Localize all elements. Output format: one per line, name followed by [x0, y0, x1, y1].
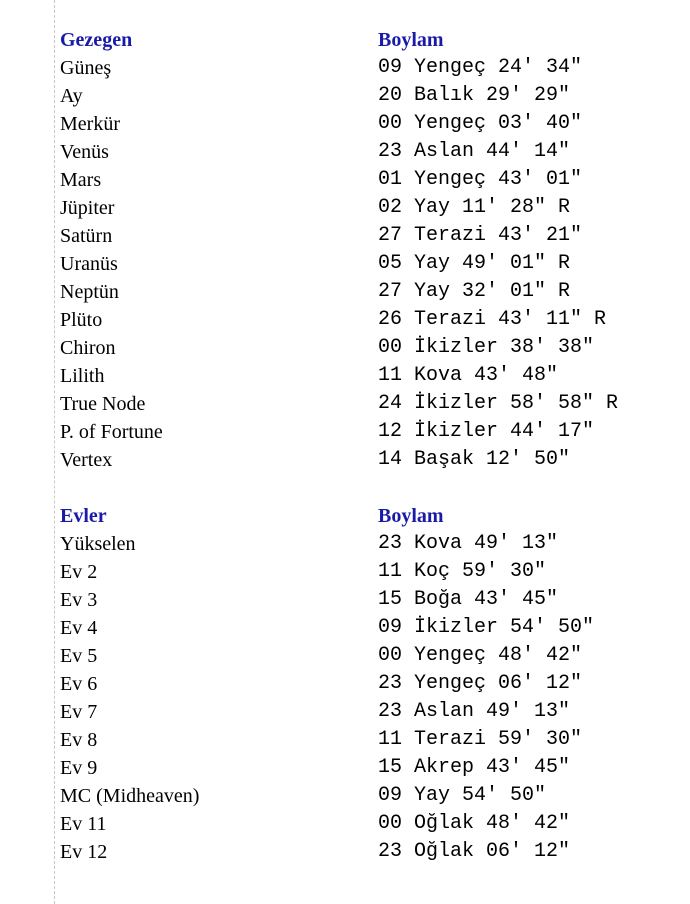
planet-row: [60, 334, 618, 362]
houses-table: [60, 502, 594, 866]
planet-row: [60, 250, 618, 278]
house-row: [60, 782, 594, 810]
planet-row: [60, 82, 618, 110]
houses-header-row: [60, 502, 594, 530]
planet-row-position: 23 Aslan 44' 14": [378, 140, 571, 163]
planet-row-position: 12 İkizler 44' 17": [378, 420, 595, 443]
house-row-name: MC (Midheaven): [60, 785, 200, 807]
planet-row-name: Plüto: [60, 309, 103, 331]
house-row-position: 23 Oğlak 06' 12": [378, 840, 571, 863]
planet-row-name: Venüs: [60, 141, 109, 163]
planet-row-name: Ay: [60, 85, 83, 107]
house-row-name: Ev 3: [60, 589, 98, 611]
house-row: [60, 810, 594, 838]
planet-row-name: Uranüs: [60, 253, 118, 275]
planet-row: [60, 222, 618, 250]
planet-row-position: 01 Yengeç 43' 01": [378, 168, 583, 191]
planet-row-position: 26 Terazi 43' 11" R: [378, 308, 607, 331]
planet-row-name: P. of Fortune: [60, 421, 163, 443]
planets-header-position: Boylam: [378, 29, 444, 51]
planet-row-name: Jüpiter: [60, 197, 115, 219]
house-row-name: Ev 7: [60, 701, 98, 723]
house-row-name: Ev 4: [60, 617, 98, 639]
house-row: [60, 726, 594, 754]
planet-row-position: 00 Yengeç 03' 40": [378, 112, 583, 135]
section-spacer: [60, 474, 680, 502]
planet-row-position: 27 Terazi 43' 21": [378, 224, 583, 247]
house-row: [60, 754, 594, 782]
house-row-name: Ev 6: [60, 673, 98, 695]
planet-row: [60, 418, 618, 446]
house-row-position: 23 Aslan 49' 13": [378, 700, 571, 723]
house-row-position: 00 Yengeç 48' 42": [378, 644, 583, 667]
planet-row-name: Mars: [60, 169, 102, 191]
planet-row-name: Merkür: [60, 113, 120, 135]
house-row: [60, 586, 594, 614]
planet-row-position: 11 Kova 43' 48": [378, 364, 559, 387]
planet-row: [60, 446, 618, 474]
planet-row: [60, 110, 618, 138]
house-row-name: Yükselen: [60, 533, 136, 555]
house-row: [60, 838, 594, 866]
house-row: [60, 530, 594, 558]
planet-row: [60, 54, 618, 82]
planet-row-name: Neptün: [60, 281, 119, 303]
house-row-position: 09 İkizler 54' 50": [378, 616, 595, 639]
house-row: [60, 642, 594, 670]
house-row-name: Ev 9: [60, 757, 98, 779]
planet-row-position: 00 İkizler 38' 38": [378, 336, 595, 359]
planet-row-name: True Node: [60, 393, 146, 415]
house-row-name: Ev 11: [60, 813, 107, 835]
house-row: [60, 698, 594, 726]
house-row-name: Ev 5: [60, 645, 98, 667]
planet-row-position: 14 Başak 12' 50": [378, 448, 571, 471]
planet-row-position: 20 Balık 29' 29": [378, 84, 571, 107]
planets-table-body: [60, 26, 618, 474]
houses-header-position: Boylam: [378, 505, 444, 527]
house-row-position: 11 Terazi 59' 30": [378, 728, 583, 751]
house-row-name: Ev 2: [60, 561, 98, 583]
planet-row-position: 05 Yay 49' 01" R: [378, 252, 571, 275]
planet-row: [60, 138, 618, 166]
house-row-position: 09 Yay 54' 50": [378, 784, 547, 807]
house-row-position: 23 Yengeç 06' 12": [378, 672, 583, 695]
planet-row-name: Güneş: [60, 57, 112, 79]
house-row-position: 15 Akrep 43' 45": [378, 756, 571, 779]
planet-row: [60, 278, 618, 306]
planet-row-position: 02 Yay 11' 28" R: [378, 196, 571, 219]
house-row: [60, 614, 594, 642]
planet-row: [60, 362, 618, 390]
house-row-position: 15 Boğa 43' 45": [378, 588, 559, 611]
planet-row-name: Vertex: [60, 449, 113, 471]
house-row: [60, 670, 594, 698]
house-row-name: Ev 8: [60, 729, 98, 751]
house-row: [60, 558, 594, 586]
planet-row-position: 27 Yay 32' 01" R: [378, 280, 571, 303]
planet-row-position: 09 Yengeç 24' 34": [378, 56, 583, 79]
planet-row-name: Lilith: [60, 365, 105, 387]
houses-table-body: [60, 502, 594, 866]
house-row-position: 23 Kova 49' 13": [378, 532, 559, 555]
planet-row: [60, 390, 618, 418]
planet-row-name: Satürn: [60, 225, 113, 247]
house-row-name: Ev 12: [60, 841, 108, 863]
planets-header-name: Gezegen: [60, 29, 133, 51]
chart-positions-content: [60, 26, 680, 866]
planet-row: [60, 194, 618, 222]
house-row-position: 00 Oğlak 48' 42": [378, 812, 571, 835]
planet-row: [60, 306, 618, 334]
planets-table: [60, 26, 618, 474]
house-row-position: 11 Koç 59' 30": [378, 560, 547, 583]
planet-row-name: Chiron: [60, 337, 116, 359]
planet-row: [60, 166, 618, 194]
planets-header-row: [60, 26, 618, 54]
page-left-dashed-rule: [54, 0, 55, 904]
planet-row-position: 24 İkizler 58' 58" R: [378, 392, 619, 415]
houses-header-name: Evler: [60, 505, 107, 527]
